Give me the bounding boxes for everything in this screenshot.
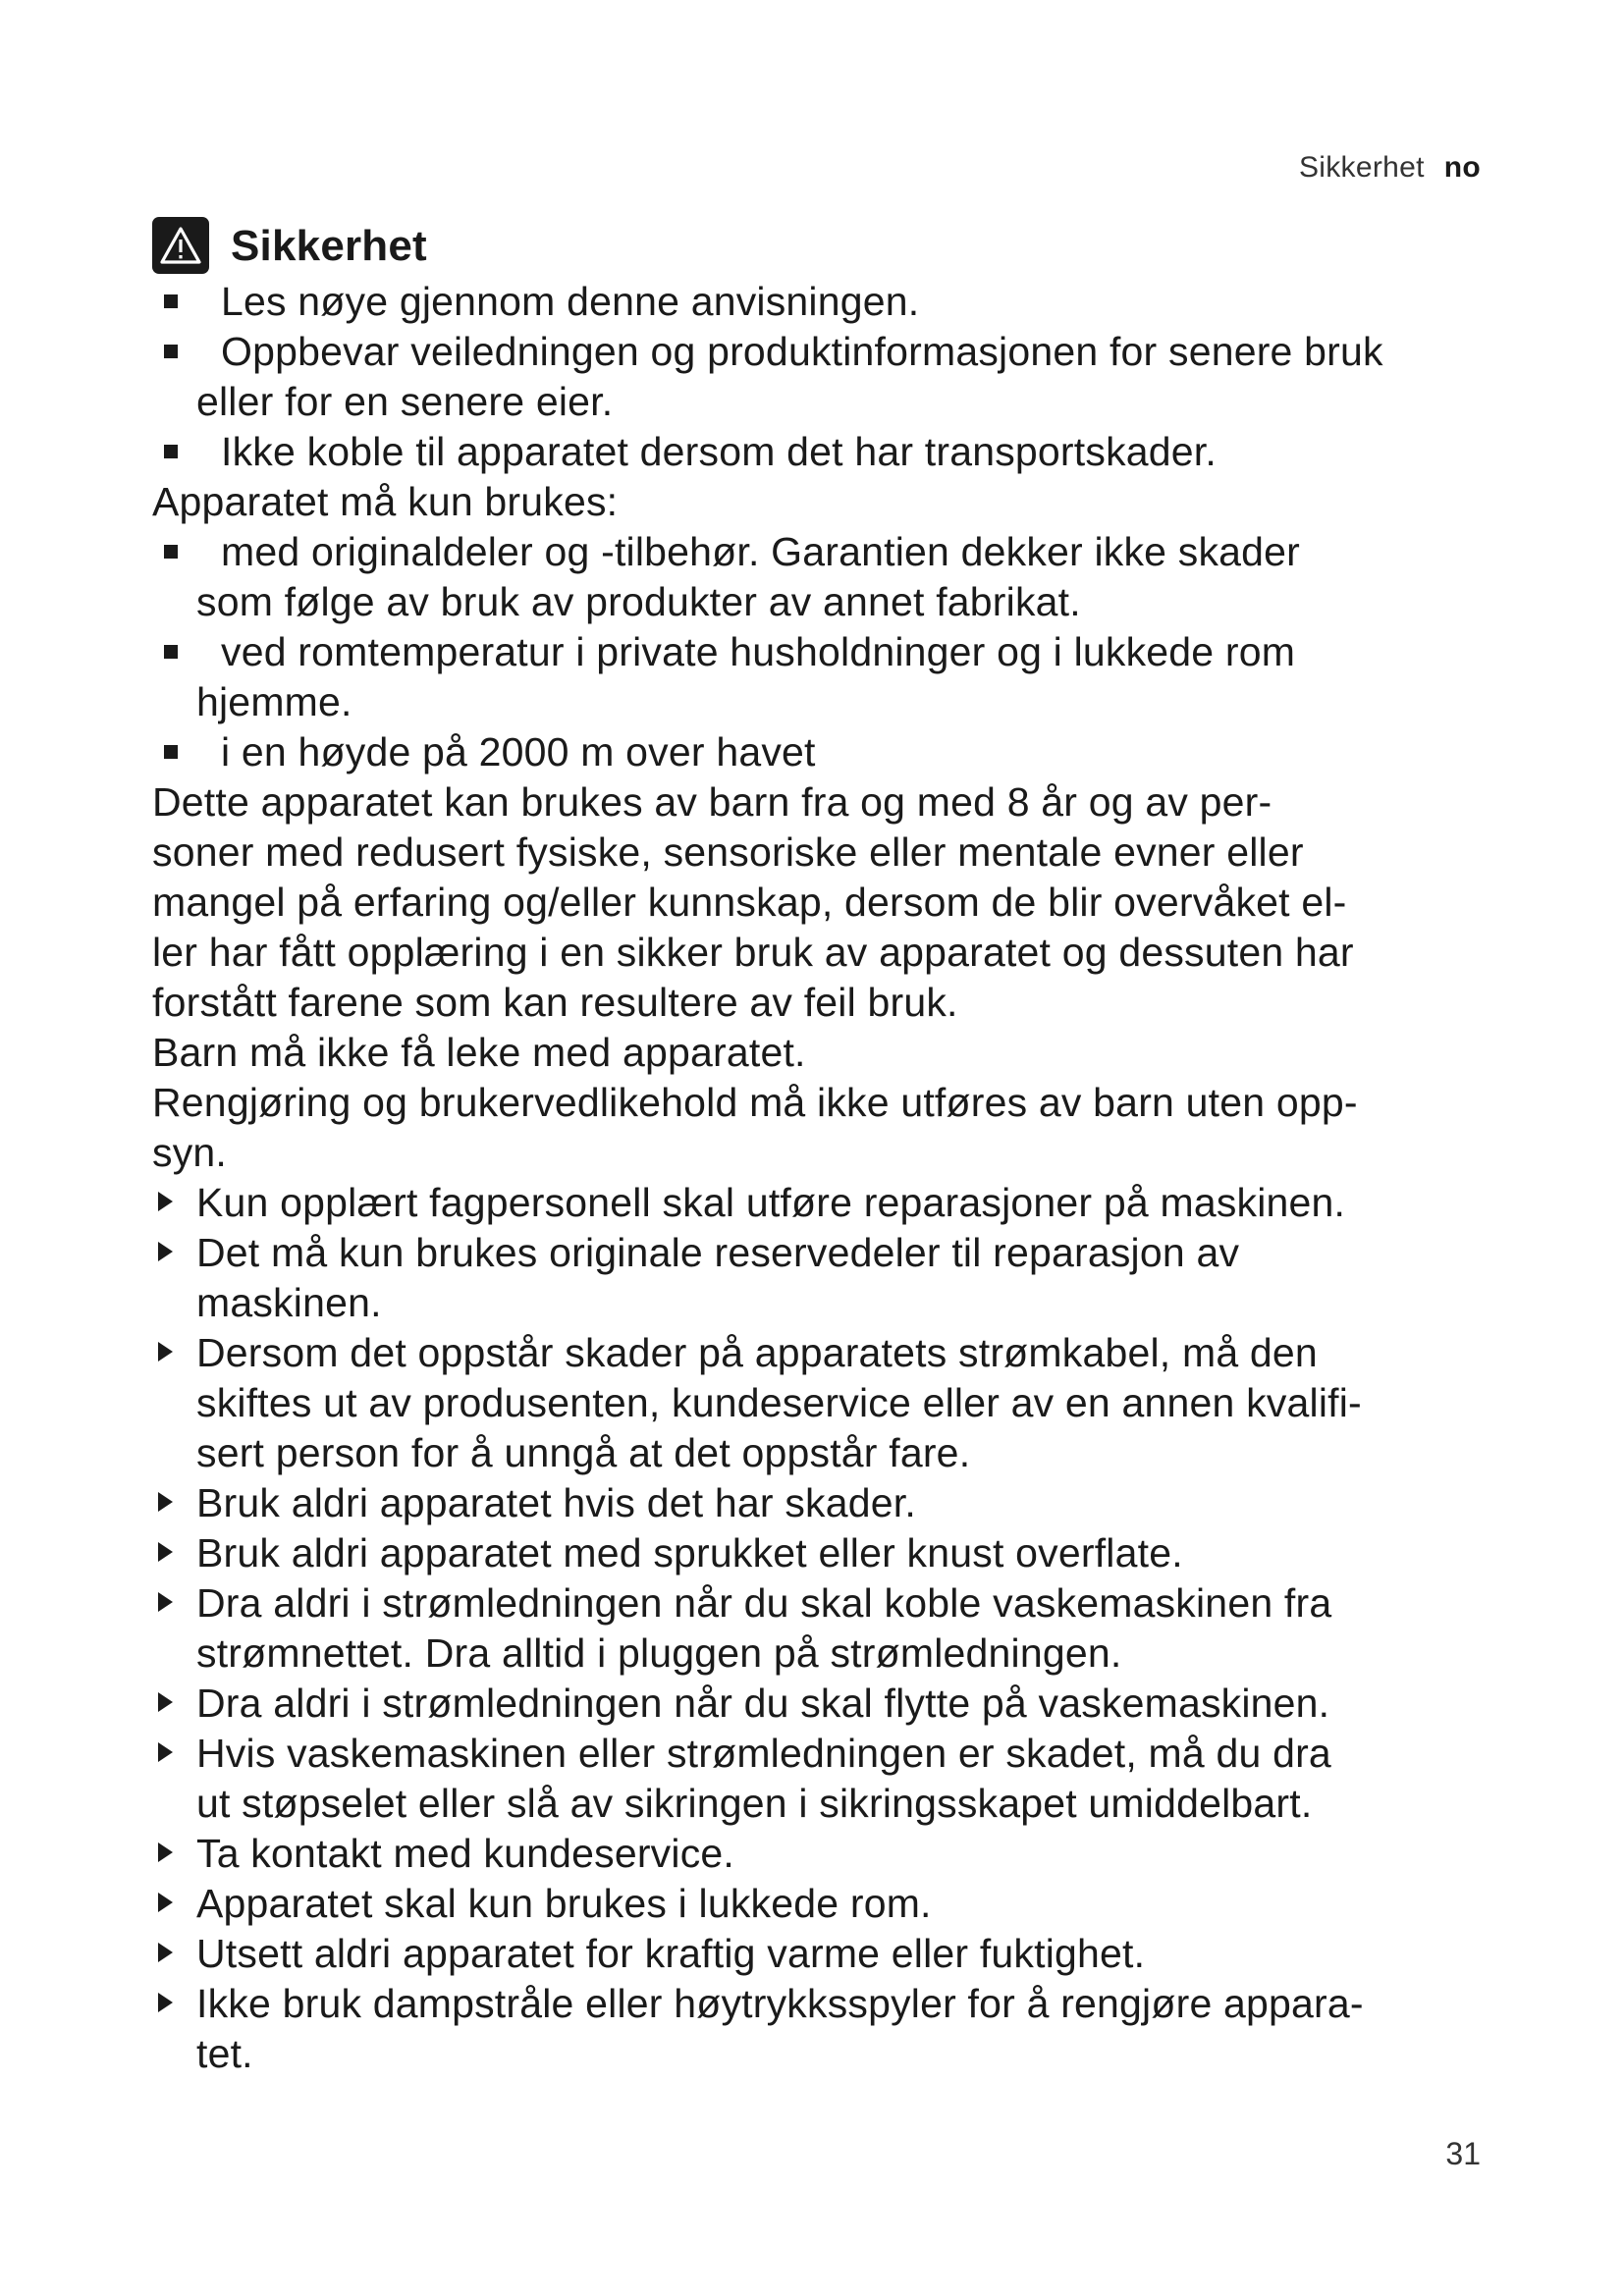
instruction-line: Hvis vaskemaskinen eller strømledningen er skadet, må du dra — [196, 1731, 1331, 1776]
list-item — [152, 327, 1527, 427]
instruction-item — [152, 1528, 1527, 1578]
instruction-line: Utsett aldri apparatet for kraftig varme eller fuktighet. — [196, 1931, 1146, 1976]
language-code: no — [1443, 151, 1481, 184]
paragraph-line: Dette apparatet kan brukes av barn fra og med 8 år og av per- — [152, 779, 1272, 825]
running-header-section: Sikkerhet — [1298, 151, 1425, 184]
list-item-line: som følge av bruk av produkter av annet fabrikat. — [196, 579, 1081, 624]
instruction-line: Ikke bruk dampstråle eller høytrykksspyler for å rengjøre appara- — [196, 1981, 1364, 2026]
instruction-line: ut støpselet eller slå av sikringen i sikringsskapet umiddelbart. — [196, 1781, 1313, 1826]
instruction-list — [152, 1178, 1527, 2079]
instruction-line: tet. — [196, 2031, 253, 2076]
paragraph — [152, 1028, 1527, 1078]
instruction-item — [152, 1578, 1527, 1679]
paragraph-line: forstått farene som kan resultere av feil bruk. — [152, 980, 958, 1025]
instruction-item — [152, 1679, 1527, 1729]
instruction-item — [152, 1929, 1527, 1979]
square-bullet-icon — [164, 294, 178, 308]
list-item-line: med originaldeler og -tilbehør. Garantien dekker ikke skader — [221, 529, 1301, 574]
triangle-bullet-icon — [158, 1742, 173, 1762]
instruction-line: Bruk aldri apparatet hvis det har skader. — [196, 1480, 916, 1525]
triangle-bullet-icon — [158, 1192, 173, 1211]
square-bullet-icon — [164, 545, 178, 559]
triangle-bullet-icon — [158, 1993, 173, 2012]
running-header — [1299, 151, 1481, 185]
instruction-item — [152, 1478, 1527, 1528]
instruction-line: maskinen. — [196, 1280, 382, 1325]
instruction-line: Apparatet skal kun brukes i lukkede rom. — [196, 1881, 932, 1926]
paragraph-line: Rengjøring og brukervedlikehold må ikke utføres av barn uten opp- — [152, 1080, 1358, 1125]
triangle-bullet-icon — [158, 1943, 173, 1962]
instruction-line: strømnettet. Dra alltid i pluggen på strømledningen. — [196, 1630, 1122, 1676]
instruction-line: Bruk aldri apparatet med sprukket eller knust overflate. — [196, 1530, 1183, 1575]
list-item-line: eller for en senere eier. — [196, 379, 614, 424]
instruction-item — [152, 1328, 1527, 1478]
paragraph-line: soner med redusert fysiske, sensoriske eller mentale evner eller — [152, 829, 1304, 875]
paragraph-line: syn. — [152, 1130, 227, 1175]
list-item — [152, 727, 1527, 777]
instruction-line: sert person for å unngå at det oppstår fare. — [196, 1430, 971, 1475]
section-title — [152, 214, 1527, 277]
list-item-line: ved romtemperatur i private husholdninger og i lukkede rom — [221, 629, 1296, 674]
triangle-bullet-icon — [158, 1692, 173, 1712]
instruction-item — [152, 1829, 1527, 1879]
paragraph-line: Barn må ikke få leke med apparatet. — [152, 1030, 806, 1075]
triangle-bullet-icon — [158, 1893, 173, 1912]
square-bullet-icon — [164, 745, 178, 759]
list-item-line: Ikke koble til apparatet dersom det har transportskader. — [221, 429, 1217, 474]
instruction-item — [152, 1178, 1527, 1228]
triangle-bullet-icon — [158, 1242, 173, 1261]
triangle-bullet-icon — [158, 1542, 173, 1562]
page-number: 31 — [1445, 2136, 1481, 2171]
triangle-bullet-icon — [158, 1492, 173, 1512]
square-bullet-icon — [164, 645, 178, 659]
list-item — [152, 527, 1527, 627]
instruction-item — [152, 1729, 1527, 1829]
instruction-item — [152, 1979, 1527, 2079]
page-title: Sikkerhet — [231, 221, 427, 270]
triangle-bullet-icon — [158, 1592, 173, 1612]
list-item-line: i en høyde på 2000 m over havet — [221, 729, 816, 774]
safety-section — [152, 214, 1527, 2079]
intro-list — [152, 277, 1527, 477]
warning-triangle-icon — [152, 217, 209, 274]
usage-heading: Apparatet må kun brukes: — [152, 479, 619, 524]
triangle-bullet-icon — [158, 1842, 173, 1862]
square-bullet-icon — [164, 445, 178, 458]
instruction-line: Ta kontakt med kundeservice. — [196, 1831, 734, 1876]
list-item — [152, 427, 1527, 477]
instruction-line: skiftes ut av produsenten, kundeservice eller av en annen kvalifi- — [196, 1380, 1362, 1425]
list-item — [152, 277, 1527, 327]
instruction-item — [152, 1228, 1527, 1328]
paragraph-line: ler har fått opplæring i en sikker bruk av apparatet og dessuten har — [152, 930, 1354, 975]
paragraph — [152, 777, 1527, 1028]
paragraphs — [152, 777, 1527, 1178]
instruction-line: Dra aldri i strømledningen når du skal flytte på vaskemaskinen. — [196, 1681, 1330, 1726]
list-item-line: Oppbevar veiledningen og produktinformasjonen for senere bruk — [221, 329, 1383, 374]
list-item-line: Les nøye gjennom denne anvisningen. — [221, 279, 920, 324]
list-item — [152, 627, 1527, 727]
instruction-line: Kun opplært fagpersonell skal utføre reparasjoner på maskinen. — [196, 1180, 1346, 1225]
square-bullet-icon — [164, 345, 178, 358]
instruction-line: Dra aldri i strømledningen når du skal koble vaskemaskinen fra — [196, 1580, 1332, 1626]
paragraph-line: mangel på erfaring og/eller kunnskap, dersom de blir overvåket el- — [152, 880, 1347, 925]
instruction-line: Dersom det oppstår skader på apparatets strømkabel, må den — [196, 1330, 1318, 1375]
usage-list — [152, 527, 1527, 777]
instruction-line: Det må kun brukes originale reservedeler til reparasjon av — [196, 1230, 1240, 1275]
list-item-line: hjemme. — [196, 679, 352, 724]
instruction-item — [152, 1879, 1527, 1929]
paragraph — [152, 1078, 1527, 1178]
triangle-bullet-icon — [158, 1342, 173, 1362]
